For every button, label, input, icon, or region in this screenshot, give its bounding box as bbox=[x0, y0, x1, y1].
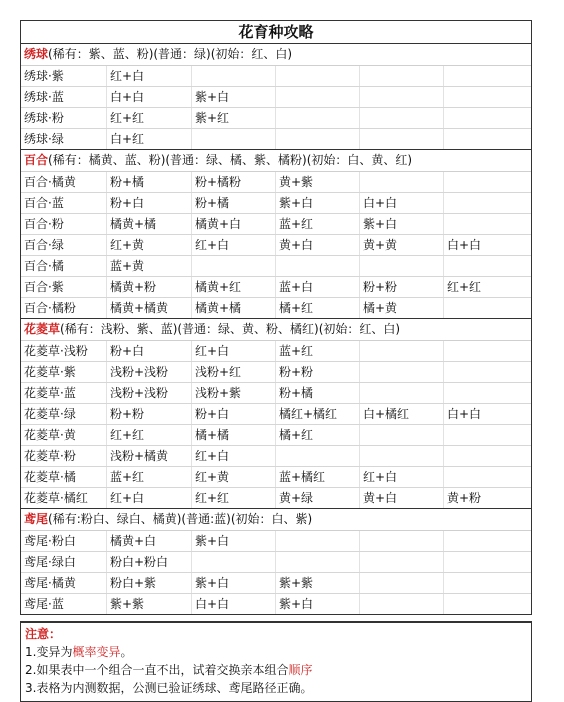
variety-cell: 绣球·紫 bbox=[21, 66, 107, 86]
note-line-2-highlight: 顺序 bbox=[288, 663, 313, 677]
combo-cell bbox=[192, 552, 276, 572]
combo-cell: 黄+粉 bbox=[447, 491, 482, 505]
combo-cell: 粉+粉 bbox=[276, 362, 360, 382]
combo-cell bbox=[444, 552, 533, 572]
combo-cell: 红+白 bbox=[192, 235, 276, 255]
rarity-description: (稀有:粉白、绿白、橘黄)(普通:蓝)(初始：白、紫) bbox=[48, 512, 313, 526]
combo-cell: 黄+白 bbox=[360, 488, 444, 508]
combo-cell: 粉+橘 bbox=[192, 193, 276, 213]
combo-cell: 紫+白 bbox=[192, 573, 276, 593]
combo-cell bbox=[276, 552, 360, 572]
variety-cell: 鸢尾·橘黄 bbox=[21, 573, 107, 593]
combo-cell bbox=[192, 66, 276, 86]
combo-cell bbox=[360, 66, 444, 86]
combo-cell: 浅粉+橘黄 bbox=[107, 446, 192, 466]
combo-cell: 粉白+粉白 bbox=[107, 552, 192, 572]
combo-cell: 红+黄 bbox=[107, 235, 192, 255]
combo-cell: 红+白 bbox=[107, 488, 192, 508]
combo-cell: 橘+橘 bbox=[192, 425, 276, 445]
combo-cell: 橘黄+白 bbox=[107, 531, 192, 551]
combo-cell bbox=[360, 531, 444, 551]
variety-cell: 花菱草·蓝 bbox=[21, 383, 107, 403]
note-line-2-text: 2.如果表中一个组合一直不出，试着交换亲本组合 bbox=[25, 663, 289, 677]
variety-cell: 花菱草·黄 bbox=[21, 425, 107, 445]
combo-cell bbox=[276, 108, 360, 128]
variety-cell: 绣球·蓝 bbox=[21, 87, 107, 107]
combo-cell bbox=[444, 573, 533, 593]
flower-name: 鸢尾 bbox=[24, 512, 49, 526]
combo-cell: 粉+白 bbox=[107, 193, 192, 213]
combo-cell: 蓝+红 bbox=[276, 341, 360, 361]
combo-cell: 红+白 bbox=[192, 446, 276, 466]
combo-cell: 紫+红 bbox=[192, 108, 276, 128]
table-row bbox=[21, 87, 531, 108]
combo-cell bbox=[360, 341, 444, 361]
table-row bbox=[21, 467, 531, 488]
rarity-description: (稀有：橘黄、蓝、粉)(普通：绿、橘、紫、橘粉)(初始：白、黄、红) bbox=[48, 153, 413, 167]
combo-cell: 白+白 bbox=[447, 407, 482, 421]
table-row bbox=[21, 362, 531, 383]
combo-cell: 粉+橘 bbox=[276, 383, 360, 403]
combo-cell bbox=[360, 425, 444, 445]
table-row bbox=[21, 425, 531, 446]
note-line-3: 3.表格为内测数据，公测已验证绣球、鸢尾路径正确。 bbox=[25, 681, 313, 695]
combo-cell: 浅粉+红 bbox=[192, 362, 276, 382]
note-line-1-end: 。 bbox=[120, 645, 133, 659]
combo-cell bbox=[444, 467, 533, 487]
combo-cell bbox=[360, 129, 444, 149]
variety-cell: 绣球·粉 bbox=[21, 108, 107, 128]
combo-cell: 紫+白 bbox=[276, 193, 360, 213]
combo-cell: 红+白 bbox=[192, 341, 276, 361]
combo-cell: 浅粉+浅粉 bbox=[107, 383, 192, 403]
breeding-guide-sheet bbox=[20, 20, 532, 702]
variety-cell: 花菱草·橘 bbox=[21, 467, 107, 487]
combo-cell bbox=[444, 341, 533, 361]
variety-cell: 百合·橘黄 bbox=[21, 172, 107, 192]
combo-cell bbox=[360, 256, 444, 276]
table-row bbox=[21, 298, 531, 318]
flower-name: 花菱草 bbox=[24, 322, 61, 336]
combo-cell: 白+白 bbox=[360, 193, 444, 213]
combo-cell bbox=[444, 108, 533, 128]
combo-cell: 紫+白 bbox=[192, 531, 276, 551]
note-line-1-highlight: 概率变异 bbox=[72, 645, 121, 659]
table-row bbox=[21, 446, 531, 467]
combo-cell: 白+白 bbox=[447, 238, 482, 252]
combo-cell: 粉+白 bbox=[192, 404, 276, 424]
note-line-2 bbox=[25, 661, 527, 679]
variety-cell: 鸢尾·粉白 bbox=[21, 531, 107, 551]
combo-cell: 红+白 bbox=[360, 467, 444, 487]
combo-cell: 粉白+紫 bbox=[107, 573, 192, 593]
combo-cell bbox=[360, 594, 444, 614]
combo-cell bbox=[360, 362, 444, 382]
combo-cell: 橘+红 bbox=[276, 425, 360, 445]
table-row bbox=[21, 193, 531, 214]
combo-cell bbox=[276, 129, 360, 149]
combo-cell: 蓝+红 bbox=[276, 214, 360, 234]
combo-cell bbox=[444, 531, 533, 551]
combo-cell bbox=[444, 172, 533, 192]
combo-cell bbox=[444, 594, 533, 614]
sections-container bbox=[20, 44, 532, 615]
section-block bbox=[20, 44, 532, 150]
table-row bbox=[21, 214, 531, 235]
combo-cell: 橘黄+橘黄 bbox=[107, 298, 192, 318]
variety-cell: 百合·绿 bbox=[21, 235, 107, 255]
combo-cell bbox=[444, 87, 533, 107]
table-row bbox=[21, 66, 531, 87]
table-row bbox=[21, 129, 531, 149]
table-row bbox=[21, 277, 531, 298]
combo-cell bbox=[276, 87, 360, 107]
combo-cell: 黄+紫 bbox=[276, 172, 360, 192]
table-row bbox=[21, 383, 531, 404]
combo-cell bbox=[444, 425, 533, 445]
table-row bbox=[21, 573, 531, 594]
combo-cell: 红+黄 bbox=[192, 467, 276, 487]
combo-cell: 红+红 bbox=[107, 425, 192, 445]
section-block bbox=[20, 509, 532, 615]
note-line-1-text: 1.变异为 bbox=[25, 645, 73, 659]
table-row bbox=[21, 172, 531, 193]
combo-cell: 粉+粉 bbox=[360, 277, 444, 297]
combo-cell: 黄+黄 bbox=[360, 235, 444, 255]
flower-name: 百合 bbox=[24, 153, 49, 167]
variety-cell: 绣球·绿 bbox=[21, 129, 107, 149]
page-title: 花育种攻略 bbox=[20, 20, 532, 44]
combo-cell: 紫+紫 bbox=[276, 573, 360, 593]
table-row bbox=[21, 488, 531, 508]
notes-box bbox=[20, 621, 532, 702]
combo-cell: 黄+绿 bbox=[276, 488, 360, 508]
table-row bbox=[21, 594, 531, 614]
combo-cell: 浅粉+浅粉 bbox=[107, 362, 192, 382]
combo-cell: 橘黄+橘 bbox=[107, 214, 192, 234]
variety-cell: 鸢尾·绿白 bbox=[21, 552, 107, 572]
combo-cell: 紫+白 bbox=[276, 594, 360, 614]
combo-cell: 白+橘红 bbox=[360, 404, 444, 424]
table-row bbox=[21, 552, 531, 573]
table-row bbox=[21, 531, 531, 552]
rarity-description: (稀有：紫、蓝、粉)(普通：绿)(初始：红、白) bbox=[48, 47, 293, 61]
combo-cell bbox=[444, 362, 533, 382]
variety-cell: 百合·橘粉 bbox=[21, 298, 107, 318]
section-block bbox=[20, 319, 532, 509]
table-row bbox=[21, 256, 531, 277]
combo-cell bbox=[360, 172, 444, 192]
combo-cell bbox=[276, 66, 360, 86]
table-row bbox=[21, 108, 531, 129]
combo-cell bbox=[276, 256, 360, 276]
combo-cell: 紫+白 bbox=[360, 214, 444, 234]
combo-cell: 蓝+橘红 bbox=[276, 467, 360, 487]
combo-cell: 红+白 bbox=[107, 66, 192, 86]
combo-cell: 粉+粉 bbox=[107, 404, 192, 424]
section-header bbox=[21, 44, 531, 66]
flower-name: 绣球 bbox=[24, 47, 49, 61]
combo-cell: 橘红+橘红 bbox=[276, 404, 360, 424]
combo-cell bbox=[276, 446, 360, 466]
variety-cell: 鸢尾·蓝 bbox=[21, 594, 107, 614]
combo-cell bbox=[444, 66, 533, 86]
combo-cell: 橘+红 bbox=[276, 298, 360, 318]
combo-cell: 橘黄+橘 bbox=[192, 298, 276, 318]
section-header bbox=[21, 509, 531, 531]
combo-cell: 橘+黄 bbox=[360, 298, 444, 318]
combo-cell: 紫+紫 bbox=[107, 594, 192, 614]
combo-cell: 白+白 bbox=[192, 594, 276, 614]
combo-cell: 红+红 bbox=[107, 108, 192, 128]
variety-cell: 百合·粉 bbox=[21, 214, 107, 234]
combo-cell: 橘黄+白 bbox=[192, 214, 276, 234]
variety-cell: 花菱草·绿 bbox=[21, 404, 107, 424]
variety-cell: 百合·紫 bbox=[21, 277, 107, 297]
note-line-1 bbox=[25, 643, 527, 661]
combo-cell: 红+红 bbox=[447, 280, 482, 294]
variety-cell: 花菱草·浅粉 bbox=[21, 341, 107, 361]
combo-cell: 粉+橘 bbox=[107, 172, 192, 192]
rarity-description: (稀有：浅粉、紫、蓝)(普通：绿、黄、粉、橘红)(初始：红、白) bbox=[60, 322, 401, 336]
combo-cell bbox=[444, 214, 533, 234]
combo-cell bbox=[192, 129, 276, 149]
combo-cell: 粉+橘粉 bbox=[192, 172, 276, 192]
combo-cell: 蓝+白 bbox=[276, 277, 360, 297]
combo-cell bbox=[192, 256, 276, 276]
combo-cell: 蓝+红 bbox=[107, 467, 192, 487]
combo-cell bbox=[360, 108, 444, 128]
combo-cell: 白+红 bbox=[107, 129, 192, 149]
combo-cell bbox=[444, 256, 533, 276]
combo-cell: 橘黄+粉 bbox=[107, 277, 192, 297]
combo-cell bbox=[360, 573, 444, 593]
combo-cell: 粉+白 bbox=[107, 341, 192, 361]
notes-title: 注意： bbox=[25, 627, 62, 641]
combo-cell: 紫+白 bbox=[192, 87, 276, 107]
combo-cell bbox=[360, 552, 444, 572]
section-block bbox=[20, 150, 532, 319]
combo-cell bbox=[276, 531, 360, 551]
combo-cell bbox=[444, 193, 533, 213]
section-header bbox=[21, 150, 531, 172]
combo-cell: 黄+白 bbox=[276, 235, 360, 255]
combo-cell bbox=[360, 87, 444, 107]
variety-cell: 花菱草·紫 bbox=[21, 362, 107, 382]
combo-cell bbox=[360, 446, 444, 466]
combo-cell bbox=[360, 383, 444, 403]
combo-cell: 浅粉+紫 bbox=[192, 383, 276, 403]
combo-cell: 蓝+黄 bbox=[107, 256, 192, 276]
combo-cell bbox=[444, 383, 533, 403]
variety-cell: 百合·蓝 bbox=[21, 193, 107, 213]
section-header bbox=[21, 319, 531, 341]
combo-cell bbox=[444, 446, 533, 466]
combo-cell bbox=[444, 129, 533, 149]
combo-cell: 橘黄+红 bbox=[192, 277, 276, 297]
table-row bbox=[21, 235, 531, 256]
variety-cell: 花菱草·粉 bbox=[21, 446, 107, 466]
combo-cell: 白+白 bbox=[107, 87, 192, 107]
combo-cell: 红+红 bbox=[192, 488, 276, 508]
combo-cell bbox=[444, 298, 533, 318]
variety-cell: 花菱草·橘红 bbox=[21, 488, 107, 508]
variety-cell: 百合·橘 bbox=[21, 256, 107, 276]
table-row bbox=[21, 404, 531, 425]
table-row bbox=[21, 341, 531, 362]
